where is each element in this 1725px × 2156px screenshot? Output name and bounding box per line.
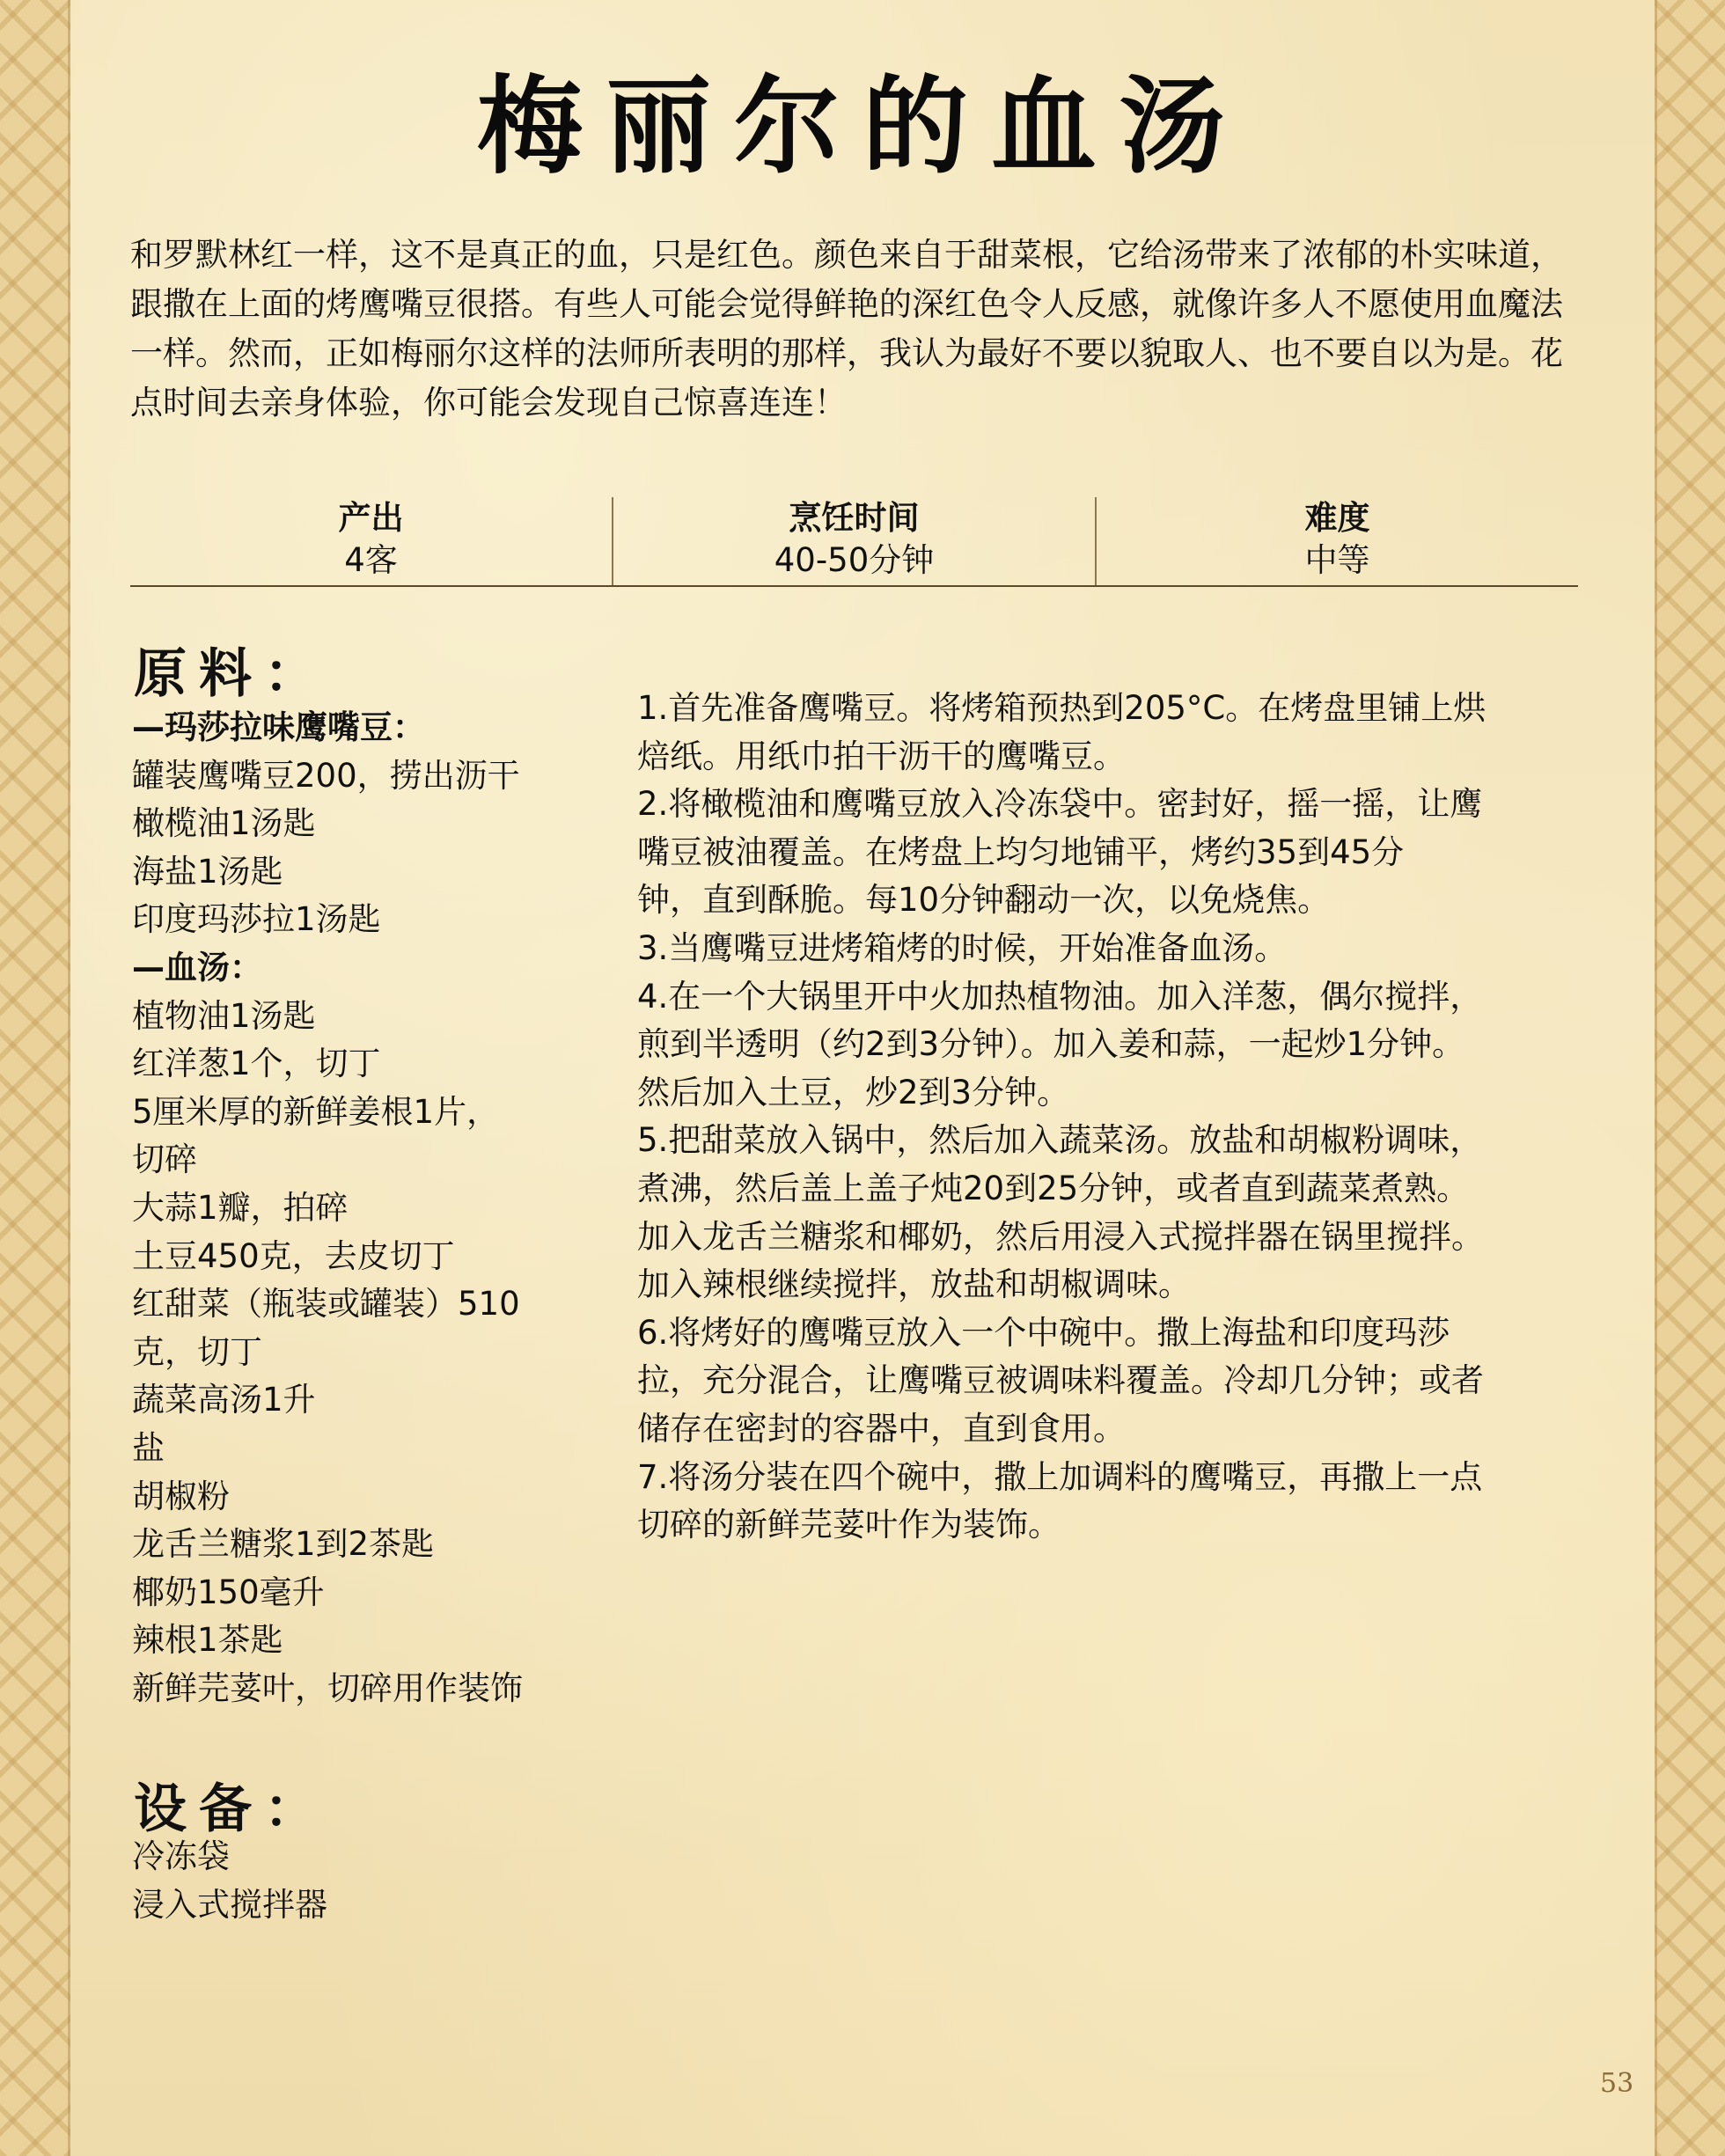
equipment-heading: 设备： — [134, 1778, 329, 1840]
stat-yield — [130, 497, 613, 585]
step-line: 5.把甜菜放入锅中，然后加入蔬菜汤。放盐和胡椒粉调味， — [637, 1121, 1483, 1160]
step-line: 拉，充分混合，让鹰嘴豆被调味料覆盖。冷却几分钟；或者 — [637, 1361, 1484, 1400]
stat-value: 中等 — [1304, 541, 1370, 579]
step-line: 3.当鹰嘴豆进烤箱烤的时候，开始准备血汤。 — [637, 928, 1288, 967]
ingredient-item: 植物油1汤匙 — [132, 996, 316, 1035]
step-line: 加入龙舌兰糖浆和椰奶，然后用浸入式搅拌器在锅里搅拌。 — [637, 1217, 1484, 1256]
stat-value: 4客 — [344, 541, 398, 579]
ingredient-item: 胡椒粉 — [132, 1477, 230, 1515]
step-line: 4.在一个大锅里开中火加热植物油。加入洋葱，偶尔搅拌， — [637, 977, 1483, 1016]
step-line: 7.将汤分装在四个碗中，撒上加调料的鹰嘴豆，再撒上一点 — [637, 1457, 1483, 1496]
method-steps — [637, 685, 1588, 1550]
step-line: 钟，直到酥脆。每10分钟翻动一次，以免烧焦。 — [637, 881, 1331, 920]
ingredient-item: 罐装鹰嘴豆200，捞出沥干 — [132, 756, 520, 795]
ingredient-item: 印度玛莎拉1汤匙 — [132, 900, 381, 939]
ingredient-item: 土豆450克，去皮切丁 — [132, 1236, 455, 1275]
recipe-stats — [130, 497, 1578, 587]
ingredient-item: 大蒜1瓣，拍碎 — [132, 1188, 349, 1227]
stat-cook-time — [613, 497, 1097, 585]
equipment-list — [132, 1833, 590, 1929]
step-line: 储存在密封的容器中，直到食用。 — [637, 1409, 1126, 1448]
ingredient-item: 海盐1汤匙 — [132, 852, 283, 891]
stat-label: 难度 — [1304, 499, 1370, 537]
ingredient-item: 龙舌兰糖浆1到2茶匙 — [132, 1525, 435, 1564]
step-line: 然后加入土豆，炒2到3分钟。 — [637, 1073, 1070, 1111]
ingredient-item: 辣根1茶匙 — [132, 1621, 283, 1660]
equipment-item: 冷冻袋 — [132, 1837, 230, 1875]
right-ornament-border — [1655, 0, 1725, 2156]
stat-difficulty — [1097, 497, 1578, 585]
ingredients-heading: 原料： — [134, 643, 329, 705]
ingredient-item: 橄榄油1汤匙 — [132, 804, 316, 843]
step-line: 煎到半透明（约2到3分钟）。加入姜和蒜，一起炒1分钟。 — [637, 1025, 1465, 1064]
ingredient-group-heading: —玛莎拉味鹰嘴豆： — [132, 708, 425, 746]
page-number: 53 — [1600, 2068, 1634, 2099]
ingredient-item: 新鲜芫荽叶，切碎用作装饰 — [132, 1668, 523, 1707]
step-line: 嘴豆被油覆盖。在烤盘上均匀地铺平，烤约35到45分 — [637, 832, 1405, 871]
step-line: 加入辣根继续搅拌，放盐和胡椒调味。 — [637, 1265, 1191, 1304]
step-line: 切碎的新鲜芫荽叶作为装饰。 — [637, 1506, 1061, 1544]
step-line: 煮沸，然后盖上盖子炖20到25分钟，或者直到蔬菜煮熟。 — [637, 1169, 1470, 1207]
ingredient-item: 红洋葱1个，切丁 — [132, 1045, 381, 1083]
ingredients-list — [132, 704, 590, 1712]
intro-paragraph: 和罗默林红一样，这不是真正的血，只是红色。颜色来自于甜菜根，它给汤带来了浓郁的朴实味道，跟撒在上面的烤鹰嘴豆很搭。有些人可能会觉得鲜艳的深红色令人反感，就像许多人不愿使用血魔法一样。然而，正如梅丽尔这样的法师所表明的那样，我认为最好不要以貌取人、也不要自以为是。花点时间去亲身体验，你可能会发现自己惊喜连连！ — [130, 236, 1563, 422]
ingredient-item: 椰奶150毫升 — [132, 1573, 325, 1611]
ingredient-item: 克，切丁 — [132, 1332, 262, 1371]
equipment-item: 浸入式搅拌器 — [132, 1885, 327, 1924]
left-ornament-border — [0, 0, 70, 2156]
ingredient-item: 红甜菜（瓶装或罐装）510 — [132, 1285, 520, 1324]
step-line: 2.将橄榄油和鹰嘴豆放入冷冻袋中。密封好，摇一摇，让鹰 — [637, 785, 1483, 824]
recipe-title: 梅丽尔的血汤 — [477, 64, 1248, 188]
ingredient-item: 盐 — [132, 1428, 165, 1467]
ingredient-group-heading: —血汤： — [132, 948, 262, 986]
step-line: 焙纸。用纸巾拍干沥干的鹰嘴豆。 — [637, 737, 1126, 775]
step-line: 1.首先准备鹰嘴豆。将烤箱预热到205°C。在烤盘里铺上烘 — [637, 689, 1486, 727]
step-line: 6.将烤好的鹰嘴豆放入一个中碗中。撒上海盐和印度玛莎 — [637, 1313, 1450, 1352]
ingredient-item: 切碎 — [132, 1140, 197, 1179]
ingredient-item: 蔬菜高汤1升 — [132, 1381, 316, 1419]
stat-label: 烹饪时间 — [789, 499, 920, 537]
stat-label: 产出 — [338, 499, 404, 537]
ingredient-item: 5厘米厚的新鲜姜根1片， — [132, 1092, 500, 1131]
stat-value: 40-50分钟 — [774, 541, 935, 579]
